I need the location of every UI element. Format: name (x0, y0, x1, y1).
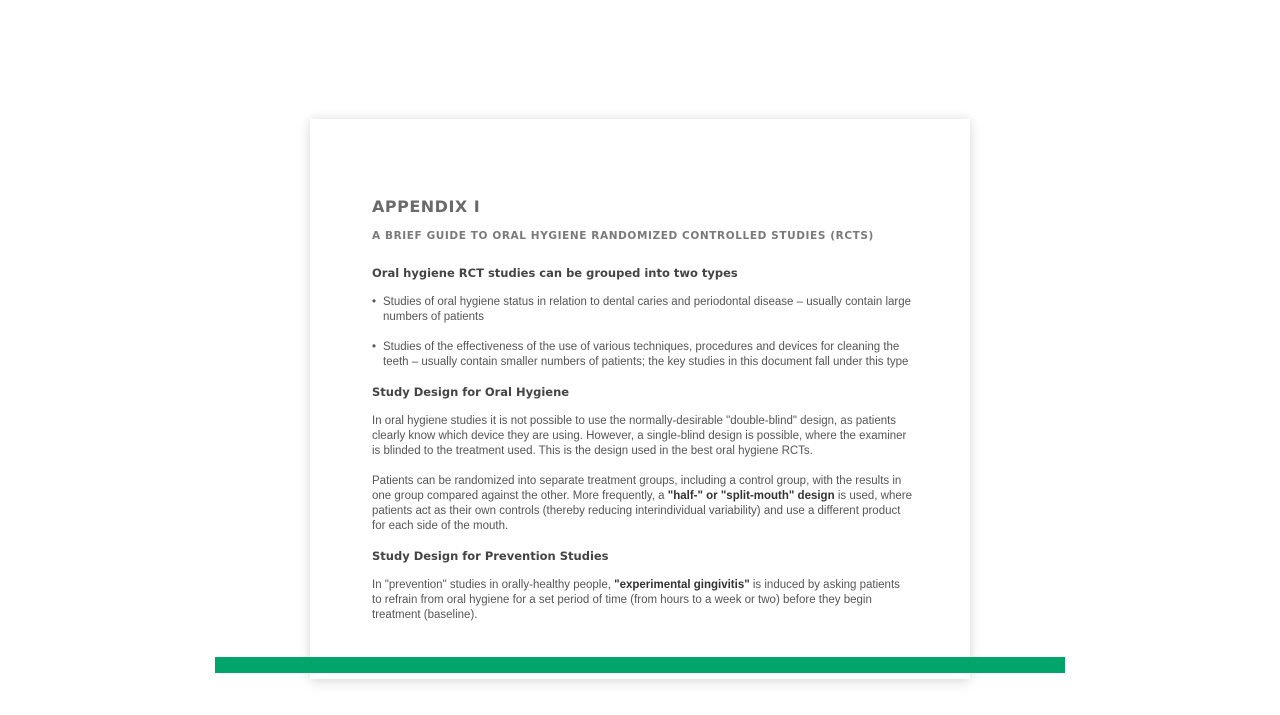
list-item-text: Studies of the effectiveness of the use of various techniques, procedures and devices for cleaning the teeth – usually contain smaller numbers of patients; the key studies in this document fall under this type (383, 341, 909, 368)
document-page (310, 119, 970, 679)
section-heading-rct-types: Oral hygiene RCT studies can be grouped into two types (372, 266, 738, 280)
list-item-text: Studies of oral hygiene status in relation to dental caries and periodontal disease – usually contain large numbers of patients (383, 296, 912, 323)
paragraph-text: is used, where patients act as their own controls (thereby reducing interindividual variability) and use a different product for each side of the mouth. (372, 490, 912, 532)
paragraph-text: In "prevention" studies in orally-healthy people, (372, 579, 615, 591)
section-heading-prevention: Study Design for Prevention Studies (372, 549, 609, 563)
paragraph-text: Patients can be randomized into separate treatment groups, including a control group, with the results in one group compared against the other. More frequently, a (372, 475, 902, 502)
list-item (372, 295, 912, 325)
guide-subtitle: A BRIEF GUIDE TO ORAL HYGIENE RANDOMIZED CONTROLLED STUDIES (RCTS) (372, 230, 874, 242)
paragraph-double-blind: In oral hygiene studies it is not possible to use the normally-desirable "double-blind" design, as patients clearly know which device they are using. However, a single-blind design is possible, where the examiner is blinded to the treatment used. This is the design used in the best oral hygiene RCTs. (372, 415, 907, 457)
bullet-icon: • (372, 296, 377, 308)
emphasis-split-mouth: "half-" or "split-mouth" design (667, 490, 835, 502)
paragraph-text: is induced by asking patients to refrain from oral hygiene for a set period of time (from hours to a week or two) before they begin treatment (baseline). (372, 579, 900, 621)
rct-types-list (372, 295, 912, 370)
document-content (372, 197, 912, 638)
section-heading-study-design: Study Design for Oral Hygiene (372, 385, 570, 399)
appendix-title: APPENDIX I (372, 197, 481, 216)
emphasis-experimental-gingivitis: "experimental gingivitis" (614, 579, 750, 591)
paragraph-prevention (372, 578, 912, 623)
accent-bar (215, 657, 1065, 673)
bullet-icon: • (372, 341, 377, 353)
paragraph-randomization (372, 474, 912, 534)
list-item (372, 340, 912, 370)
